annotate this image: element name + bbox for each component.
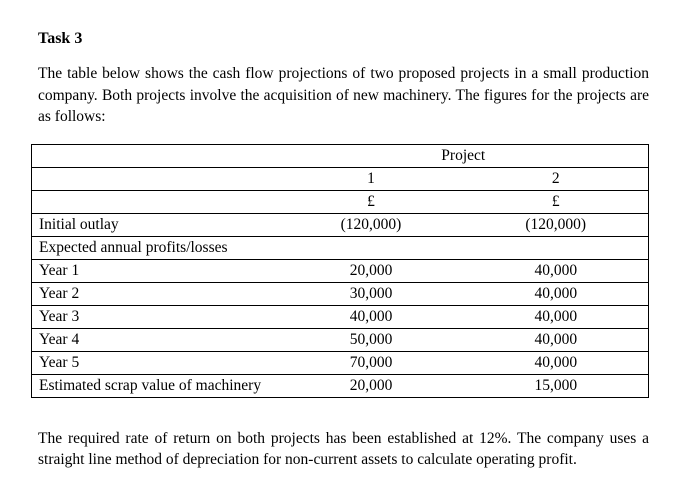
table-row-year-4 <box>32 328 649 351</box>
table-row-project-numbers <box>32 167 649 190</box>
project2-value-cell: 40,000 <box>464 282 649 305</box>
project2-value-cell: 40,000 <box>464 328 649 351</box>
row-label-cell: Initial outlay <box>32 213 279 236</box>
project1-value-cell: 20,000 <box>279 259 464 282</box>
table-row-year-1 <box>32 259 649 282</box>
row-label-cell: Estimated scrap value of machinery <box>32 374 279 397</box>
project1-value-cell: 70,000 <box>279 351 464 374</box>
table-row-currency <box>32 190 649 213</box>
project2-value-cell: 15,000 <box>464 374 649 397</box>
project2-currency-cell: £ <box>464 190 649 213</box>
empty-cell <box>32 167 279 190</box>
table-row-initial-outlay <box>32 213 649 236</box>
project-header-cell: Project <box>279 144 649 167</box>
table-row-scrap-value <box>32 374 649 397</box>
table-row-year-5 <box>32 351 649 374</box>
project2-value-cell: 40,000 <box>464 351 649 374</box>
cashflow-table <box>31 144 649 398</box>
project1-currency-cell: £ <box>279 190 464 213</box>
project1-value-cell: 40,000 <box>279 305 464 328</box>
project1-number-cell: 1 <box>279 167 464 190</box>
table-row-year-3 <box>32 305 649 328</box>
task-heading: Task 3 <box>38 30 83 47</box>
project1-value-cell: (120,000) <box>279 213 464 236</box>
project1-value-cell: 20,000 <box>279 374 464 397</box>
table-row-section-expected-profits <box>32 236 649 259</box>
project2-value-cell: 40,000 <box>464 305 649 328</box>
row-label-cell: Year 5 <box>32 351 279 374</box>
project2-value-cell: (120,000) <box>464 213 649 236</box>
project2-value-cell: 40,000 <box>464 259 649 282</box>
empty-cell <box>32 144 279 167</box>
project1-value-cell: 30,000 <box>279 282 464 305</box>
section-label-cell: Expected annual profits/losses <box>32 236 649 259</box>
row-label-cell: Year 3 <box>32 305 279 328</box>
empty-cell <box>32 190 279 213</box>
outro-paragraph: The required rate of return on both projects has been established at 12%. The company uses a straight line method of depreciation for non-current assets to calculate operating profit. <box>38 429 649 468</box>
table-row-project-header <box>32 144 649 167</box>
project2-number-cell: 2 <box>464 167 649 190</box>
row-label-cell: Year 1 <box>32 259 279 282</box>
row-label-cell: Year 4 <box>32 328 279 351</box>
table-row-year-2 <box>32 282 649 305</box>
project1-value-cell: 50,000 <box>279 328 464 351</box>
intro-paragraph: The table below shows the cash flow projections of two proposed projects in a small production company. Both projects involve the acquisition of new machinery. The figures for the projects are as follows: <box>38 65 649 125</box>
row-label-cell: Year 2 <box>32 282 279 305</box>
